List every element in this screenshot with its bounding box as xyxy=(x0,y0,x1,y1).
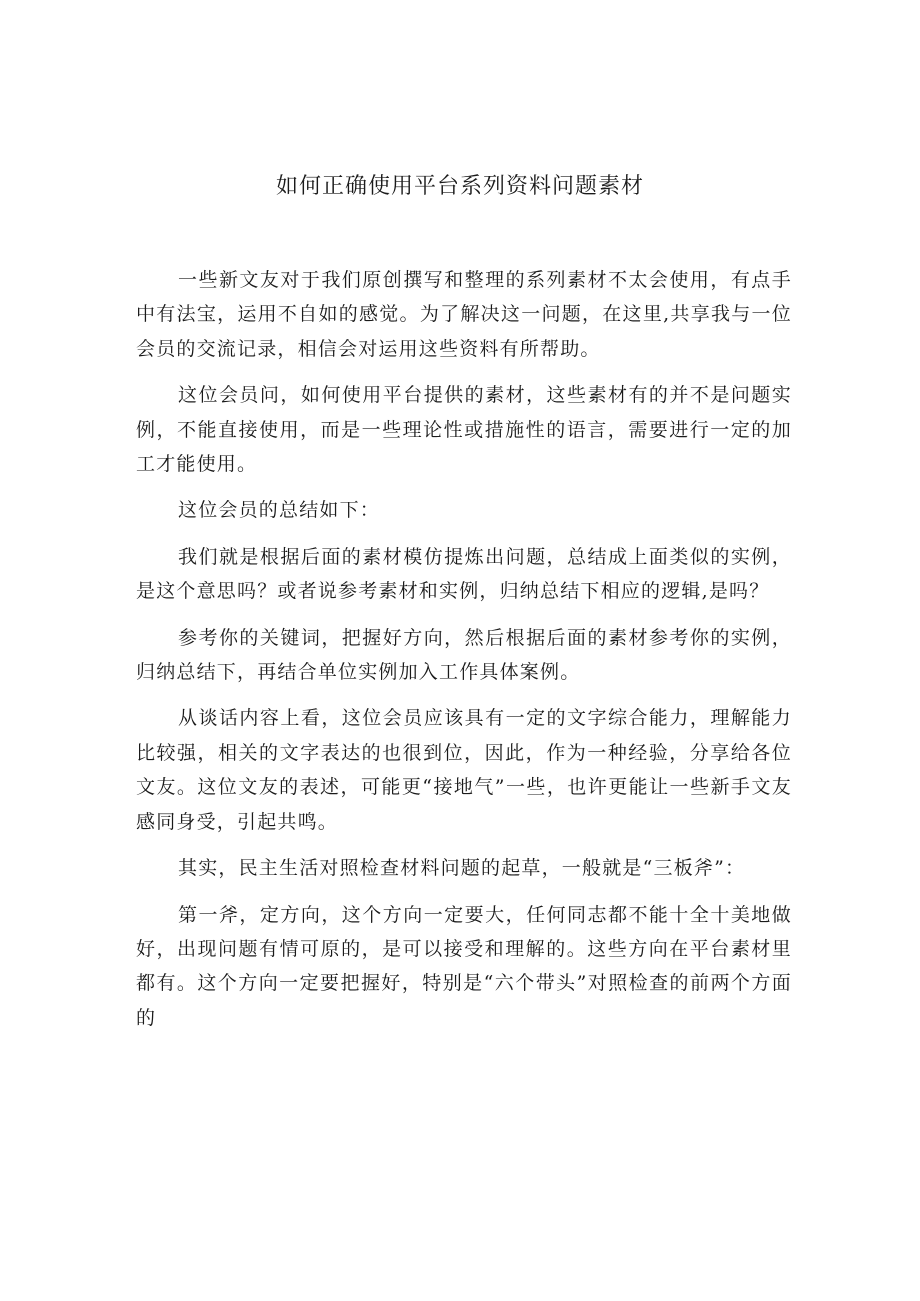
document-title: 如何正确使用平台系列资料问题素材 xyxy=(275,174,644,199)
paragraph: 这位会员问，如何使用平台提供的素材，这些素材有的并不是问题实例，不能直接使用，而是一些理论性或措施性的语言，需要进行一定的加工才能使用。 xyxy=(136,384,792,476)
paragraph: 参考你的关键词，把握好方向，然后根据后面的素材参考你的实例，归纳总结下，再结合单位实例加入工作具体案例。 xyxy=(136,626,792,684)
paragraph: 其实，民主生活对照检查材料问题的起草，一般就是“三板斧”： xyxy=(178,857,746,880)
paragraph: 一些新文友对于我们原创撰写和整理的系列素材不太会使用，有点手中有法宝，运用不自如的感觉。为了解决这一问题，在这里,共享我与一位会员的交流记录，相信会对运用这些资料有所帮助。 xyxy=(136,269,792,360)
paragraph: 这位会员的总结如下： xyxy=(178,499,381,522)
paragraph: 我们就是根据后面的素材模仿提炼出问题，总结成上面类似的实例，是这个意思吗？或者说参考素材和实例，归纳总结下相应的逻辑,是吗？ xyxy=(136,545,792,603)
paragraph: 第一斧，定方向，这个方向一定要大，任何同志都不能十全十美地做好，出现问题有情可原的，是可以接受和理解的。这些方向在平台素材里都有。这个方向一定要把握好，特别是“六个带头”对照检查的前两个方面的 xyxy=(136,903,792,1029)
paragraph: 从谈话内容上看，这位会员应该具有一定的文字综合能力，理解能力比较强，相关的文字表达的也很到位，因此，作为一种经验，分享给各位文友。这位文友的表述，可能更“接地气”一些，也许更能让一些新手文友感同身受，引起共鸣。 xyxy=(136,707,792,833)
document-body xyxy=(136,263,792,1047)
